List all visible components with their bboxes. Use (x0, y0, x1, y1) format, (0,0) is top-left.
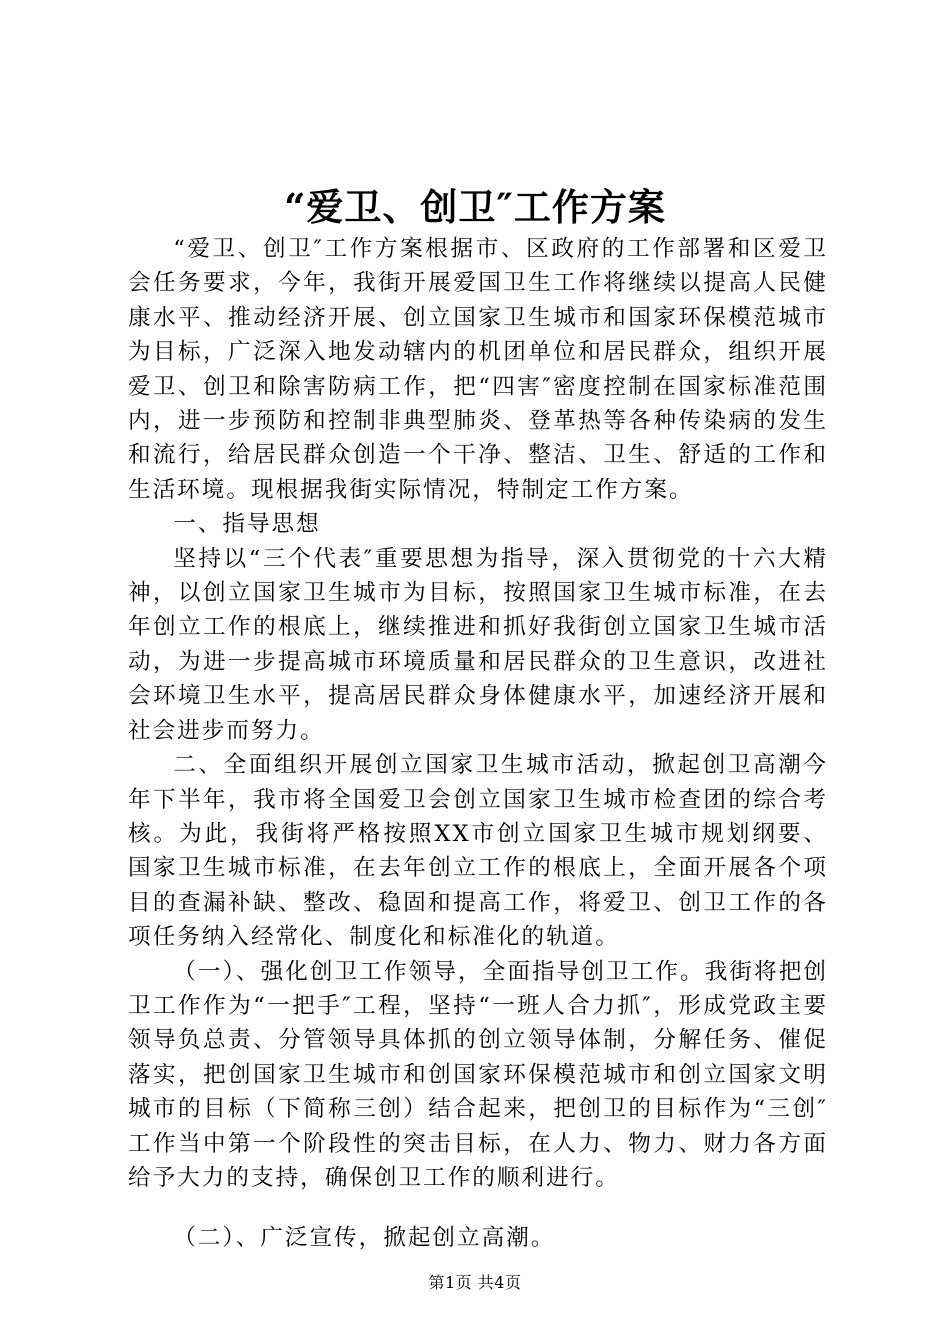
section-two-paragraph: 二、全面组织开展创立国家卫生城市活动，掀起创卫高潮今年下半年，我市将全国爱卫会创立国家卫生城市检查团的综合考核。为此，我街将严格按照XX市创立国家卫生城市规划纲要、国家卫生城市标准，在去年创立工作的根底上，全面开展各个项目的查漏补缺、整改、稳固和提高工作，将爱卫、创卫工作的各项任务纳入经常化、制度化和标准化的轨道。 (128, 752, 828, 951)
page-number-footer: 第1页 共4页 (428, 1273, 522, 1292)
guiding-thought-paragraph: 坚持以“三个代表″重要思想为指导，深入贯彻党的十六大精神，以创立国家卫生城市为目标，按照国家卫生城市标准，在去年创立工作的根底上，继续推进和抓好我街创立国家卫生城市活动，为进一步提高城市环境质量和居民群众的卫生意识，改进社会环境卫生水平，提高居民群众身体健康水平，加速经济开展和社会进步而努力。 (128, 545, 828, 744)
subsection-two-heading: （二）、广泛宣传，掀起创立高潮。 (173, 1225, 556, 1252)
section-heading-guiding-thought: 一、指导思想 (173, 511, 321, 538)
subsection-one-paragraph: （一）、强化创卫工作领导，全面指导创卫工作。我街将把创卫工作作为“一把手″工程，坚持“一班人合力抓″，形成党政主要领导负总责、分管领导具体抓的创立领导体制，分解任务、催促落实，把创国家卫生城市和创国家环保模范城市和创立国家文明城市的目标（下简称三创）结合起来，把创卫的目标作为“三创″工作当中第一个阶段性的突击目标，在人力、物力、财力各方面给予大力的支持，确保创卫工作的顺利进行。 (128, 958, 828, 1191)
document-title: “爱卫、创卫″工作方案 (284, 185, 666, 229)
intro-paragraph: “爱卫、创卫″工作方案根据市、区政府的工作部署和区爱卫会任务要求，今年，我街开展爱国卫生工作将继续以提高人民健康水平、推动经济开展、创立国家卫生城市和国家环保模范城市为目标，广泛深入地发动辖内的机团单位和居民群众，组织开展爱卫、创卫和除害防病工作，把“四害″密度控制在国家标准范围内，进一步预防和控制非典型肺炎、登革热等各种传染病的发生和流行，给居民群众创造一个干净、整洁、卫生、舒适的工作和生活环境。现根据我街实际情况，特制定工作方案。 (128, 236, 828, 503)
document-body (128, 232, 828, 1256)
